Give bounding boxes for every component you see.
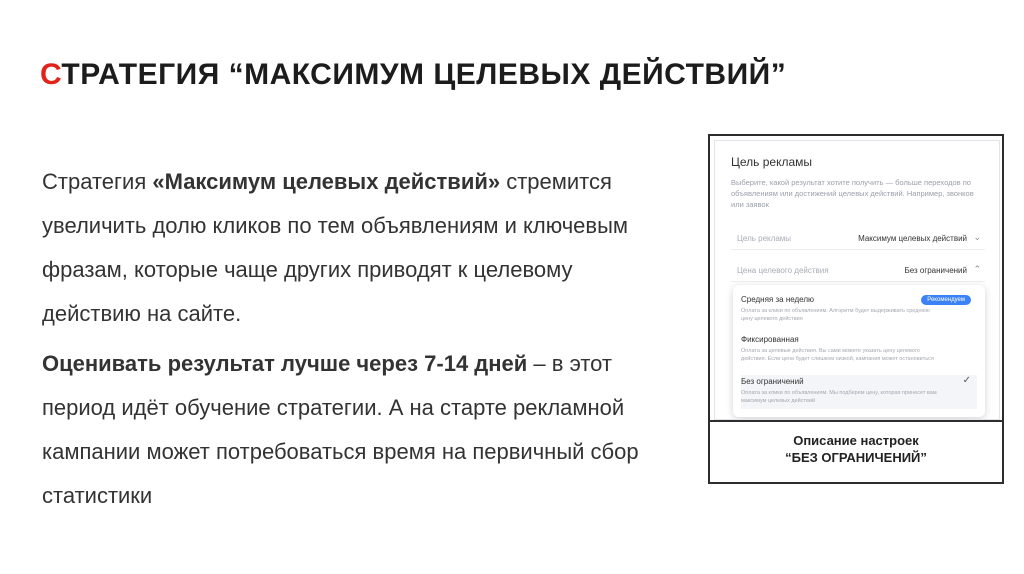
option-description: Оплата за клики по объявлениям. Алгоритм будет выдерживать среднюю цену целевого действия (741, 308, 930, 322)
title-accent-letter: С (40, 58, 62, 91)
settings-figure (708, 134, 1004, 484)
title-rest: ТРАТЕГИЯ “МАКСИМУМ ЦЕЛЕВЫХ ДЕЙСТВИЙ” (61, 58, 787, 91)
target-price-value: Без ограничений (904, 266, 967, 275)
caption-line-1: Описание настроек (793, 433, 919, 448)
body-text (42, 160, 672, 518)
option-name: Без ограничений (741, 377, 804, 386)
target-price-label: Цена целевого действия (737, 266, 829, 275)
option-name: Фиксированная (741, 335, 799, 344)
option-description: Оплата за клики по объявлениям. Мы подберем цену, которая принесет вам максимум целевых действий (741, 390, 937, 404)
ad-goal-value: Максимум целевых действий (858, 234, 967, 243)
checkmark-icon: ✓ (962, 375, 971, 386)
option-description: Оплата за целевые действия. Вы сами можете указать цену целевого действия. Если цена будет слишком низкой, кампания может остановиться (741, 348, 934, 362)
ad-goal-label: Цель рекламы (737, 234, 792, 243)
paragraph-1-suffix: стремится увеличить долю кликов по тем объявлениям и ключевым фразам, которые чаще других приводят к целевому действию на сайте. (42, 169, 629, 326)
chevron-down-icon: ⌄ (973, 232, 981, 242)
shot-description: Выберите, какой результат хотите получить — больше переходов по объявлениям или достижений целевых действий. Например, звонков или заявок (731, 178, 974, 209)
paragraph-1-prefix: Стратегия (42, 169, 153, 194)
figure-caption (710, 420, 1002, 482)
slide-title (40, 58, 786, 92)
paragraph-1-bold: «Максимум целевых действий» (152, 169, 501, 194)
paragraph-2-bold: Оценивать результат лучше через 7-14 дней (42, 351, 528, 376)
option-name: Средняя за неделю (741, 295, 815, 304)
paragraph-2-suffix: – в этот период идёт обучение стратегии. А на старте рекламной кампании может потребоваться время на первичный сбор статистики (42, 351, 639, 508)
shot-title: Цель рекламы (731, 155, 813, 169)
paragraph-1 (42, 160, 672, 336)
paragraph-2 (42, 342, 672, 518)
option-unlimited[interactable] (741, 375, 977, 409)
chevron-up-icon: ⌃ (973, 264, 981, 274)
ad-goal-select[interactable] (731, 227, 985, 250)
caption-line-2: “БЕЗ ОГРАНИЧЕНИЙ” (785, 450, 927, 465)
settings-screenshot (714, 140, 1000, 420)
target-price-select[interactable] (731, 259, 985, 282)
recommended-badge: Рекомендуем (921, 295, 971, 305)
option-fixed[interactable] (741, 335, 977, 363)
option-weekly-average[interactable] (741, 295, 977, 323)
price-options-dropdown (733, 285, 985, 417)
